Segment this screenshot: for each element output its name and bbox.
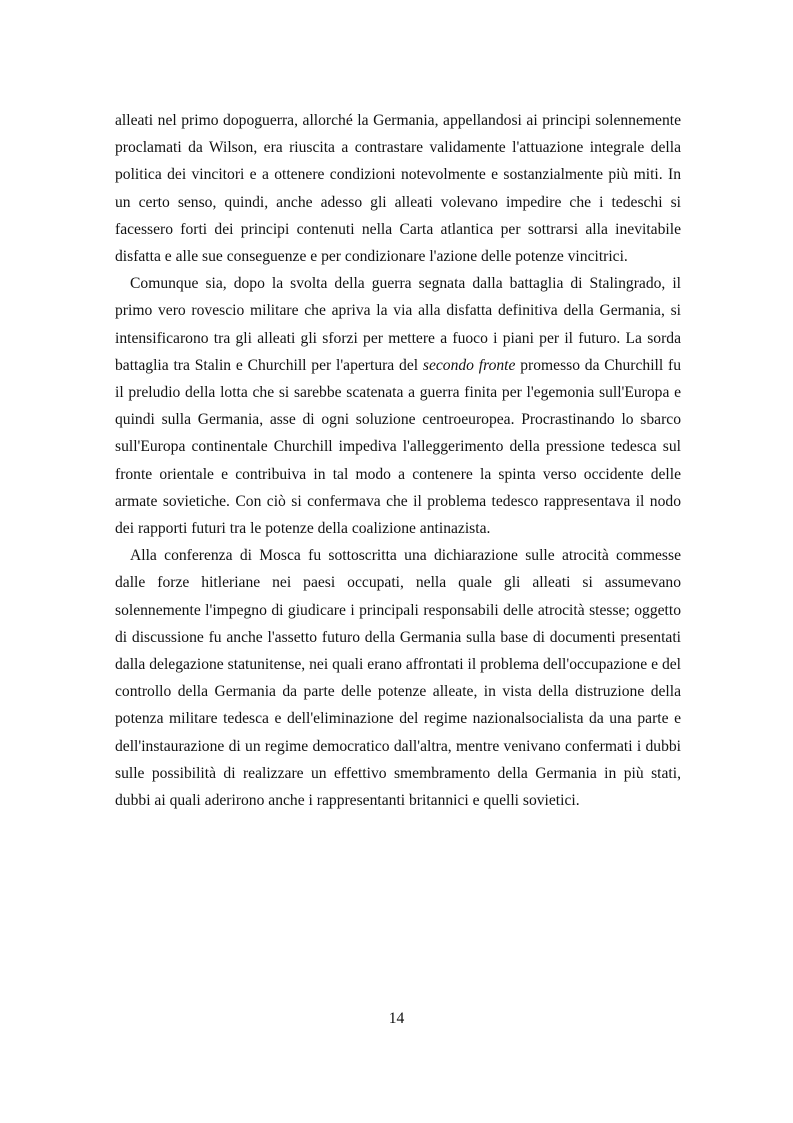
paragraph-1: alleati nel primo dopoguerra, allorché la Germania, appellandosi ai principi solennemente proclamati da Wilson, era riuscita a contrastare validamente l'attuazione integrale della politica dei vincitori e a ottenere condizioni notevolmente e sostanzialmente più miti. In un certo senso, quindi, anche adesso gli alleati volevano impedire che i tedeschi si facessero forti dei principi contenuti nella Carta atlantica per sottrarsi alla inevitabile disfatta e alle sue conseguenze e per condizionare l'azione delle potenze vincitrici. <box>115 112 681 266</box>
page-number: 14 <box>388 1010 405 1027</box>
paragraph-2-text-after: promesso da Churchill fu il preludio della lotta che si sarebbe scatenata a guerra finita per l'egemonia sull'Europa e quindi sulla Germania, asse di ogni soluzione centroeuropea. Procrastinando lo sbarco sull'Europa continentale Churchill impediva l'alleggerimento della pressione tedesca sul fronte orientale e contribuiva in tal modo a contenere la spinta verso occidente delle armate sovietiche. Con ciò si confermava che il problema tedesco rappresentava il nodo dei rapporti futuri tra le potenze della coalizione antinazista. <box>115 356 681 538</box>
paragraph-2-italic-term: secondo fronte <box>422 356 516 374</box>
paragraph-2 <box>115 270 681 542</box>
body-text <box>115 107 681 814</box>
paragraph-2-text-before: Comunque sia, dopo la svolta della guerra segnata dalla battaglia di Stalingrado, il primo vero rovescio militare che apriva la via alla disfatta definitiva della Germania, si intensificarono tra gli alleati gli sforzi per mettere a fuoco i piani per il futuro. La sorda battaglia tra Stalin e Churchill per l'apertura del <box>115 275 681 374</box>
paragraph-3: Alla conferenza di Mosca fu sottoscritta una dichiarazione sulle atrocità commesse dalle forze hitleriane nei paesi occupati, nella quale gli alleati si assumevano solennemente l'impegno di giudicare i principali responsabili delle atrocità stesse; oggetto di discussione fu anche l'assetto futuro della Germania sulla base di documenti presentati dalla delegazione statunitense, nei quali erano affrontati il problema dell'occupazione e del controllo della Germania da parte delle potenze alleate, in vista della distruzione della potenza militare tedesca e dell'eliminazione del regime nazionalsocialista da una parte e dell'instaurazione di un regime democratico dall'altra, mentre venivano confermati i dubbi sulle possibilità di realizzare un effettivo smembramento della Germania in più stati, dubbi ai quali aderirono anche i rappresentanti britannici e quelli sovietici. <box>115 547 681 810</box>
